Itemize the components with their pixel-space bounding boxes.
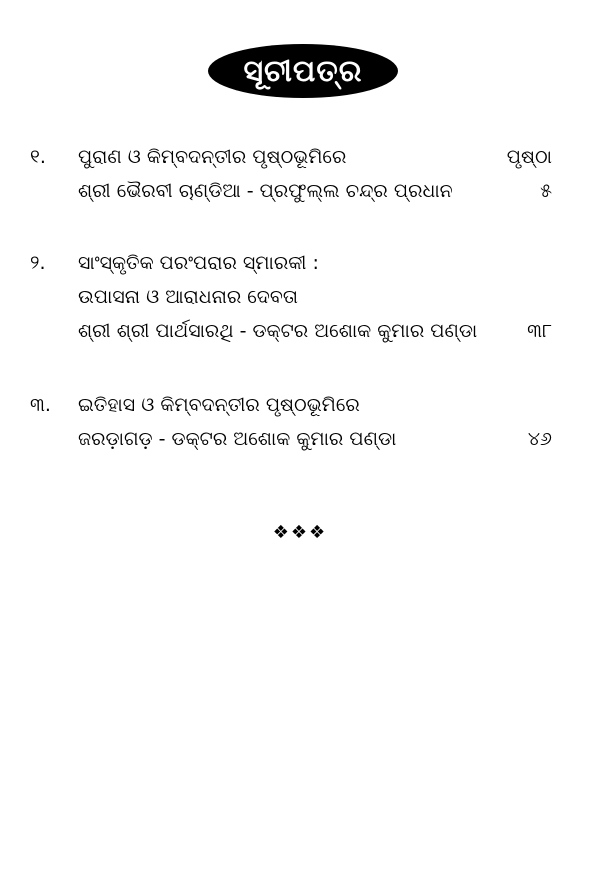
entry-page-number: ୫ [540,180,552,202]
section-end-ornament: ❖❖❖ [272,522,328,543]
toc-heading-badge [208,44,398,98]
entry-title: ପୁରାଣ ଓ କିମ୍ବଦନ୍ତୀର ପୃଷ୍ଠଭୂମିରେ [78,146,347,168]
entry-number: ୩. [30,394,51,416]
entry-number: ୧. [30,146,46,168]
entry-subtitle: ଉପାସନା ଓ ଆରାଧନାର ଦେବତା [78,286,298,308]
entry-title: ସାଂସ୍କୃତିକ ପରଂପରାର ସ୍ମାରକୀ : [78,252,319,274]
entry-author: ଶ୍ରୀ ଭୈରବୀ ଚାଣ୍ଡିଆ - ପ୍ରଫୁଲ୍ଲ ଚନ୍ଦ୍ର ପ୍ରଧାନ [78,180,453,202]
entry-author: ଶ୍ରୀ ଶ୍ରୀ ପାର୍ଥସାରଥି - ଡକ୍ଟର ଅଶୋକ କୁମାର ପଣ୍ଡା [78,320,478,342]
entry-author: ଜରଡ଼ାଗଡ଼ - ଡକ୍ଟର ଅଶୋକ କୁମାର ପଣ୍ଡା [78,428,397,450]
entry-page-number: ୩୮ [527,320,552,342]
entry-number: ୨. [30,252,46,274]
page-column-header: ପୃଷ୍ଠା [506,146,552,168]
toc-heading: ସୂଚୀପତ୍ର [243,53,363,89]
entry-page-number: ୪୬ [527,428,552,450]
entry-title: ଇତିହାସ ଓ କିମ୍ବଦନ୍ତୀର ପୃଷ୍ଠଭୂମିରେ [78,394,360,416]
